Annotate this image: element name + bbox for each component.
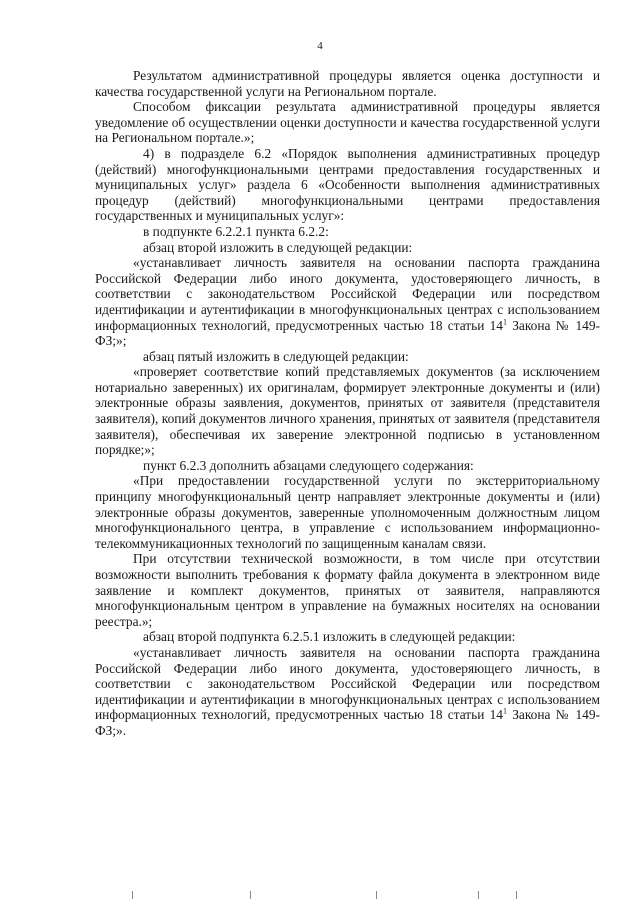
paragraph: Способом фиксации результата административной процедуры является уведомление об осуществлении оценки доступности и качества государственной услуги на Региональном портале.»; (95, 99, 600, 146)
paragraph: пункт 6.2.3 дополнить абзацами следующего содержания: (143, 457, 474, 473)
paragraph: абзац второй изложить в следующей редакции: (143, 239, 413, 255)
document-body (95, 68, 600, 739)
paragraph-text: Закона № 149-ФЗ;». (95, 707, 600, 738)
scan-edge-marks (0, 889, 640, 899)
scan-mark (250, 891, 251, 899)
paragraph (95, 645, 600, 739)
paragraph: Результатом административной процедуры является оценка доступности и качества государственной услуги на Региональном портале. (95, 68, 600, 99)
paragraph (95, 255, 600, 349)
scan-mark (132, 891, 133, 899)
scan-mark (516, 891, 517, 899)
paragraph: 4) в подразделе 6.2 «Порядок выполнения административных процедур (действий) многофункциональными центрами предоставления государственных и муниципальных услуг» раздела 6 «Особенности выполнения административных процедур (действий) многофункциональными центрами предоставления государственных и муниципальных услуг»: (95, 145, 600, 224)
scan-mark (478, 891, 479, 899)
paragraph: в подпункте 6.2.2.1 пункта 6.2.2: (143, 223, 329, 239)
paragraph: При отсутствии технической возможности, в том числе при отсутствии возможности выполнить требования к формату файла документа в электронном виде заявление и комплект документов, принятых от заявителя, направляются многофункциональным центром в управление на бумажных носителях на основании реестра.»; (95, 551, 600, 629)
paragraph-text: «устанавливает личность заявителя на основании паспорта гражданина Российской Федерации либо иного документа, удостоверяющего личность, в соответствии с законодательством Российской Федерации или посредством идентификации и аутентификации в многофункциональных центрах с использованием информационных технологий, предусмотренных частью 18 статьи 14 (95, 255, 600, 333)
paragraph-text: «устанавливает личность заявителя на основании паспорта гражданина Российской Федерации либо иного документа, удостоверяющего личность, в соответствии с законодательством Российской Федерации или посредством идентификации и аутентификации в многофункциональных центрах с использованием информационных технологий, предусмотренных частью 18 статьи 14 (95, 644, 600, 723)
paragraph: «При предоставлении государственной услуги по экстерриториальному принципу многофункциональный центр направляет электронные документы и (или) электронные образы документов, заверенные уполномоченным должностным лицом многофункционального центра, в управление с использованием информационно-телекоммуникационных технологий по защищенным каналам связи. (95, 473, 600, 551)
scan-mark (376, 891, 377, 899)
paragraph: абзац второй подпункта 6.2.5.1 изложить в следующей редакции: (143, 629, 516, 645)
paragraph: «проверяет соответствие копий представляемых документов (за исключением нотариально заверенных) их оригиналам, формирует электронные документы и (или) электронные образы заявления, документов, принятых от заявителя (представителя заявителя), копий документов личного хранения, принятых от заявителя (представителя заявителя), обеспечивая их заверение электронной подписью в установленном порядке;»; (95, 364, 600, 458)
superscript: 1 (503, 317, 508, 327)
superscript: 1 (503, 706, 508, 716)
paragraph: абзац пятый изложить в следующей редакции: (143, 348, 409, 364)
paragraph-text: Закона № 149-ФЗ;»; (95, 317, 600, 349)
page-number: 4 (317, 40, 323, 52)
